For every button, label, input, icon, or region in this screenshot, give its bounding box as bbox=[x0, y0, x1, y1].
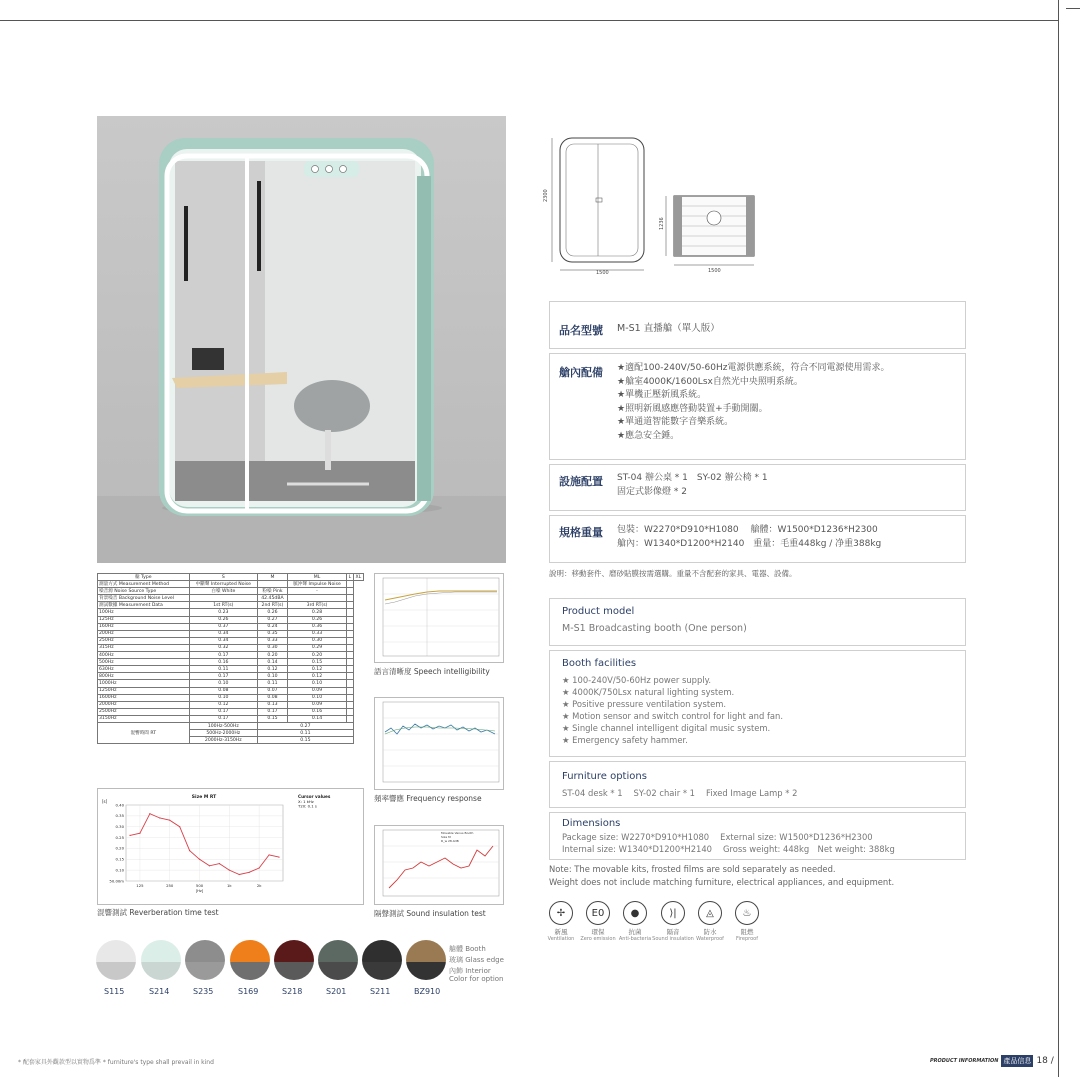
spec-model-label: 品名型號 bbox=[559, 324, 603, 337]
swatch-s169[interactable] bbox=[230, 940, 270, 980]
table-row bbox=[98, 588, 364, 595]
table-cell: 0.10 bbox=[258, 673, 288, 680]
rt-data-point bbox=[259, 867, 260, 868]
rt-ytick: 0.15 bbox=[115, 856, 124, 862]
swatch-s218[interactable] bbox=[274, 940, 314, 980]
swatch-bottom bbox=[141, 962, 181, 980]
table-cell: 白噪 White bbox=[189, 588, 258, 595]
table-cell: 0.27 bbox=[258, 616, 288, 623]
en-furniture-value: ST-04 desk * 1 SY-02 chair * 1 Fixed Image Lamp * 2 bbox=[562, 788, 798, 798]
rt-data-point bbox=[209, 865, 210, 866]
spec-furniture-label: 設施配置 bbox=[559, 475, 603, 488]
table-header-cell: M bbox=[258, 574, 288, 581]
swatch-top bbox=[274, 940, 314, 962]
rt-xtick: 125 bbox=[136, 883, 144, 888]
table-cell: 0.33 bbox=[258, 637, 288, 644]
rt-data-point bbox=[278, 857, 279, 858]
table-cell: 0.34 bbox=[189, 630, 258, 637]
table-cell: 噪音源 Noise Source Type bbox=[98, 588, 190, 595]
rt-data-point bbox=[229, 870, 230, 871]
table-cell: 0.24 bbox=[258, 623, 288, 630]
en-note-line: Note: The movable kits, frosted films are sold separately as needed. bbox=[549, 864, 836, 874]
config-item: ★單通道智能數字音樂系統。 bbox=[617, 417, 734, 428]
table-cell bbox=[347, 659, 354, 666]
dimension-line: Internal size: W1340*D1200*H2140 Gross weight: 448kg Net weight: 388kg bbox=[562, 844, 895, 854]
rt-data-point bbox=[199, 859, 200, 860]
table-cell bbox=[347, 630, 354, 637]
table-cell: 脈沖聲 Impulse Noise bbox=[287, 581, 346, 588]
table-row bbox=[98, 581, 364, 588]
insulation-chart bbox=[374, 825, 504, 905]
config-item: ★應急安全錘。 bbox=[617, 430, 680, 441]
rt-ytick: 50.00m bbox=[109, 878, 124, 884]
table-cell: 0.23 bbox=[189, 609, 258, 616]
rt-ytick: 0.10 bbox=[115, 867, 124, 873]
spec-size-lines bbox=[617, 524, 881, 551]
table-cell: 630Hz bbox=[98, 666, 190, 673]
table-cell: 0.11 bbox=[258, 680, 288, 687]
facility-item: ★ Motion sensor and switch control for light and fan. bbox=[562, 711, 784, 721]
table-row bbox=[98, 616, 364, 623]
feature-en: Zero emission bbox=[580, 936, 616, 942]
swatch-top bbox=[96, 940, 136, 962]
rt-data-point bbox=[179, 826, 180, 827]
table-cell: 0.34 bbox=[189, 637, 258, 644]
table-cell: 0.30 bbox=[258, 644, 288, 651]
spec-config-box bbox=[549, 353, 966, 460]
table-cell: 背景噪音 Background Noise Level bbox=[98, 595, 190, 602]
spec-model-value: M-S1 直播艙（單人版） bbox=[617, 323, 720, 334]
en-facilities-box bbox=[549, 650, 966, 757]
rt-data-point bbox=[219, 863, 220, 864]
spec-size-label: 規格重量 bbox=[559, 526, 603, 539]
feature-en: Waterproof bbox=[696, 936, 724, 942]
table-cell: 2nd RT(s) bbox=[258, 602, 288, 609]
table-row bbox=[98, 673, 364, 680]
table-cell: 0.28 bbox=[287, 609, 346, 616]
table-cell: 0.20 bbox=[287, 652, 346, 659]
en-dimensions-box bbox=[549, 812, 966, 860]
swatch-label: S218 bbox=[282, 987, 303, 996]
table-cell: 0.26 bbox=[189, 616, 258, 623]
sound-icon: ⟩| bbox=[661, 901, 685, 925]
table-cell: 0.14 bbox=[258, 659, 288, 666]
table-cell bbox=[347, 701, 354, 708]
table-cell bbox=[347, 673, 354, 680]
table-cell: 0.20 bbox=[258, 652, 288, 659]
table-cell bbox=[347, 715, 354, 722]
size-line: 艙內：W1340*D1200*H2140 重量：毛重448kg / 净重388kg bbox=[617, 538, 882, 549]
swatch-s201[interactable] bbox=[318, 940, 358, 980]
facility-item: ★ 4000K/750Lsx natural lighting system. bbox=[562, 687, 735, 697]
facility-item: ★ Positive pressure ventilation system. bbox=[562, 699, 727, 709]
facility-item: ★ 100-240V/50-60Hz power supply. bbox=[562, 675, 712, 685]
size-line: 包裝：W2270*D910*H1080 艙體：W1500*D1236*H2300 bbox=[617, 525, 878, 535]
table-cell bbox=[258, 581, 288, 588]
rt-data-point bbox=[139, 833, 140, 834]
table-cell bbox=[347, 694, 354, 701]
table-header-row bbox=[98, 574, 364, 581]
front-height-dim: 2300 bbox=[543, 189, 549, 202]
table-cell: 0.26 bbox=[287, 616, 346, 623]
dimension-drawings bbox=[540, 130, 780, 280]
table-row bbox=[98, 595, 364, 602]
table-cell: 0.12 bbox=[189, 701, 258, 708]
table-cell: 0.35 bbox=[258, 630, 288, 637]
swatch-bottom bbox=[274, 962, 314, 980]
table-cell: 1000Hz bbox=[98, 680, 190, 687]
facility-item: ★ Emergency safety hammer. bbox=[562, 735, 688, 745]
swatch-s214[interactable] bbox=[141, 940, 181, 980]
plan-width-dim: 1500 bbox=[708, 268, 721, 274]
table-cell: 100Hz bbox=[98, 609, 190, 616]
en-facilities-list bbox=[562, 674, 783, 746]
config-item: ★照明新風感應啓動裝置+手動開關。 bbox=[617, 403, 768, 414]
table-row bbox=[98, 602, 364, 609]
table-row bbox=[98, 701, 364, 708]
plan-depth-dim: 1236 bbox=[659, 217, 665, 230]
e0-icon: E0 bbox=[586, 901, 610, 925]
table-cell: 42.45dBA bbox=[258, 595, 288, 602]
en-model-title: Product model bbox=[562, 606, 635, 617]
rt-data-point bbox=[249, 872, 250, 873]
table-cell: 0.10 bbox=[189, 680, 258, 687]
swatch-label: S115 bbox=[104, 987, 125, 996]
spec-furniture-box bbox=[549, 464, 966, 511]
swatch-top bbox=[141, 940, 181, 962]
table-cell: 0.11 bbox=[189, 666, 258, 673]
feature-en: Fireproof bbox=[736, 936, 758, 942]
table-row bbox=[98, 630, 364, 637]
table-cell bbox=[347, 588, 354, 595]
swatch-top bbox=[185, 940, 225, 962]
table-cell: 0.17 bbox=[189, 715, 258, 722]
table-cell bbox=[347, 652, 354, 659]
table-row bbox=[98, 623, 364, 630]
table-cell: 測試數據 Measurement Data bbox=[98, 602, 190, 609]
feature-en: Anti-bacteria bbox=[618, 936, 652, 942]
table-cell: 0.15 bbox=[287, 659, 346, 666]
table-header-cell: S bbox=[189, 574, 258, 581]
booth-illustration bbox=[97, 116, 506, 563]
table-cell: 0.17 bbox=[189, 708, 258, 715]
fan-icon: ✢ bbox=[549, 901, 573, 925]
rt-data-point bbox=[159, 817, 160, 818]
cn-note: 說明：移動套件、磨砂貼膜按需選購。重量不含配套的家具、電器、設備。 bbox=[549, 569, 797, 578]
table-cell bbox=[347, 623, 354, 630]
rt-data-point bbox=[239, 874, 240, 875]
table-row bbox=[98, 666, 364, 673]
corner-tick bbox=[1066, 8, 1080, 9]
swatch-top bbox=[362, 940, 402, 962]
swatch-bz910[interactable] bbox=[406, 940, 446, 980]
rt-data-point bbox=[268, 854, 269, 855]
table-cell bbox=[347, 680, 354, 687]
insulation-legend: R_w 28.4dB bbox=[441, 839, 459, 843]
table-cell: 0.08 bbox=[258, 694, 288, 701]
table-cell: 0.36 bbox=[287, 623, 346, 630]
table-header-cell: ML bbox=[287, 574, 346, 581]
table-cell: 0.08 bbox=[189, 687, 258, 694]
rt-ylabel: [s] bbox=[102, 799, 108, 804]
rt-cursor-line: T20: 0.1 s bbox=[298, 803, 317, 809]
swatch-legend: 玻璃 Glass edge bbox=[449, 956, 504, 964]
spec-config-list bbox=[617, 362, 890, 444]
swatch-legend: 內飾 Interior bbox=[449, 967, 491, 975]
footer-note: * 配套家具外觀款型以實物爲準 * furniture's type shall prevail in kind bbox=[18, 1059, 214, 1066]
table-cell: 中斷聲 Interrupted Noise bbox=[189, 581, 258, 588]
rt-data-point bbox=[189, 850, 190, 851]
en-note-line: Weight does not include matching furniture, electrical appliances, and equipment. bbox=[549, 877, 895, 887]
table-cell: 測量方式 Measurement Method bbox=[98, 581, 190, 588]
table-cell: 0.12 bbox=[287, 666, 346, 673]
en-model-box bbox=[549, 598, 966, 646]
swatch-bottom bbox=[362, 962, 402, 980]
config-item: ★適配100-240V/50-60Hz電源供應系統，符合不同電源使用需求。 bbox=[617, 363, 890, 373]
table-cell: 0.13 bbox=[258, 701, 288, 708]
swatch-top bbox=[318, 940, 358, 962]
speech-chart bbox=[374, 573, 504, 663]
table-cell: 160Hz bbox=[98, 623, 190, 630]
frequency-chart bbox=[374, 697, 504, 790]
frequency-caption: 頻率響應 Frequency response bbox=[374, 794, 482, 803]
facility-item: ★ Single channel intelligent digital music system. bbox=[562, 723, 771, 733]
page-footer bbox=[930, 1055, 1054, 1067]
table-cell: 1600Hz bbox=[98, 694, 190, 701]
en-facilities-title: Booth facilities bbox=[562, 658, 637, 669]
table-header-cell: XL bbox=[353, 574, 363, 581]
swatch-label: S211 bbox=[370, 987, 391, 996]
table-cell: 400Hz bbox=[98, 652, 190, 659]
table-cell: 0.17 bbox=[189, 652, 258, 659]
rt-cursor-title: Cursor values bbox=[298, 794, 331, 799]
top-rule bbox=[0, 20, 1058, 21]
table-row bbox=[98, 694, 364, 701]
table-cell: 0.16 bbox=[287, 708, 346, 715]
product-info-label: PRODUCT INFORMATION bbox=[930, 1058, 999, 1064]
rt-data-point bbox=[149, 813, 150, 814]
table-summary-row bbox=[98, 722, 364, 729]
waterproof-icon: ◬ bbox=[698, 901, 722, 925]
config-item: ★單機正壓新風系統。 bbox=[617, 390, 707, 401]
table-row bbox=[98, 687, 364, 694]
feature-cn: 環保 bbox=[591, 928, 605, 936]
swatch-bottom bbox=[318, 962, 358, 980]
table-cell: 315Hz bbox=[98, 644, 190, 651]
table-cell: 0.27 bbox=[258, 722, 354, 729]
rt-ytick: 0.20 bbox=[115, 845, 124, 851]
table-header-cell: L bbox=[348, 574, 352, 580]
table-cell bbox=[347, 708, 354, 715]
table-cell: 1st RT(s) bbox=[189, 602, 258, 609]
table-header-cell: 艙 Type bbox=[98, 574, 190, 581]
table-cell: 0.37 bbox=[189, 623, 258, 630]
swatch-legend: 艙體 Booth bbox=[449, 945, 486, 953]
table-cell: 0.15 bbox=[258, 737, 354, 744]
table-cell: 0.10 bbox=[189, 694, 258, 701]
rt-ytick: 0.25 bbox=[115, 834, 124, 840]
table-cell: 0.17 bbox=[258, 708, 288, 715]
feature-cn: 阻燃 bbox=[740, 928, 754, 936]
table-cell bbox=[347, 616, 354, 623]
table-cell bbox=[347, 609, 354, 616]
swatch-label: S235 bbox=[193, 987, 214, 996]
swatch-label: BZ910 bbox=[414, 987, 441, 996]
table-cell: 2000Hz bbox=[98, 701, 190, 708]
swatch-bottom bbox=[185, 962, 225, 980]
swatch-top bbox=[230, 940, 270, 962]
table-cell: 0.11 bbox=[258, 730, 354, 737]
spec-model-box bbox=[549, 301, 966, 349]
swatch-s211[interactable] bbox=[362, 940, 402, 980]
table-cell: 100Hz-500Hz bbox=[189, 722, 258, 729]
fireproof-icon: ♨ bbox=[735, 901, 759, 925]
en-furniture-title: Furniture options bbox=[562, 771, 647, 782]
right-rule bbox=[1058, 0, 1059, 1077]
table-cell bbox=[347, 581, 354, 588]
feature-cn: 抗菌 bbox=[628, 928, 642, 936]
en-furniture-box bbox=[549, 761, 966, 808]
insulation-legend: Movable Venus Booth bbox=[441, 831, 474, 835]
table-cell: 3150Hz bbox=[98, 715, 190, 722]
rt-ytick: 0.30 bbox=[115, 824, 124, 830]
rt-data-point bbox=[129, 835, 130, 836]
furniture-line: 固定式影像燈 * 2 bbox=[617, 486, 687, 497]
table-cell: 0.07 bbox=[258, 687, 288, 694]
swatch-legend: Color for option bbox=[449, 975, 504, 983]
rt-plot-area bbox=[126, 805, 283, 881]
swatch-bottom bbox=[406, 962, 446, 980]
table-row bbox=[98, 708, 364, 715]
table-cell bbox=[347, 637, 354, 644]
table-cell bbox=[347, 602, 354, 609]
swatch-top bbox=[406, 940, 446, 962]
table-cell bbox=[347, 666, 354, 673]
table-cell: 500Hz bbox=[98, 659, 190, 666]
table-cell: 3rd RT(s) bbox=[287, 602, 346, 609]
rt-chart-title: Size M RT bbox=[191, 795, 217, 800]
table-cell: 0.15 bbox=[258, 715, 288, 722]
table-cell: 0.10 bbox=[287, 680, 346, 687]
product-info-tag: 產品信息 bbox=[1003, 1057, 1032, 1065]
table-cell: 1250Hz bbox=[98, 687, 190, 694]
table-summary-label: 混響時間 RT bbox=[98, 722, 190, 743]
feature-cn: 隔音 bbox=[666, 928, 680, 936]
table-cell: 2500Hz bbox=[98, 708, 190, 715]
rt-xunit: [Hz] bbox=[195, 889, 204, 893]
table-cell: 0.09 bbox=[287, 701, 346, 708]
table-cell: 0.10 bbox=[287, 694, 346, 701]
en-dimensions-lines bbox=[562, 831, 895, 855]
rt-data-point bbox=[169, 820, 170, 821]
table-cell: 500Hz-2000Hz bbox=[189, 730, 258, 737]
rt-cursor-line: X: 1 kHz bbox=[298, 799, 314, 804]
table-row bbox=[98, 644, 364, 651]
table-cell: 250Hz bbox=[98, 637, 190, 644]
table-row bbox=[98, 609, 364, 616]
table-cell: 0.14 bbox=[287, 715, 346, 722]
rt-xtick: 500 bbox=[195, 883, 204, 888]
table-cell: 200Hz bbox=[98, 630, 190, 637]
table-cell: 2000Hz-3150Hz bbox=[189, 737, 258, 744]
swatch-label: S201 bbox=[326, 987, 347, 996]
swatch-bottom bbox=[230, 962, 270, 980]
feature-fireproof bbox=[724, 901, 770, 942]
spec-size-box bbox=[549, 515, 966, 563]
furniture-line: ST-04 辦公桌 * 1 SY-02 辦公椅 * 1 bbox=[617, 473, 768, 483]
table-cell: 粉噪 Pink bbox=[258, 588, 288, 595]
front-width-dim: 1500 bbox=[596, 270, 609, 276]
rt-xtick: 250 bbox=[166, 883, 174, 888]
table-cell: 0.12 bbox=[258, 666, 288, 673]
table-cell bbox=[287, 595, 346, 602]
rt-ytick: 0.40 bbox=[115, 802, 124, 808]
feature-cn: 新風 bbox=[554, 928, 568, 936]
table-cell bbox=[347, 595, 354, 602]
table-row bbox=[98, 652, 364, 659]
spec-furniture-lines bbox=[617, 472, 768, 499]
table-row bbox=[98, 715, 364, 722]
insulation-caption: 隔聲測試 Sound insulation test bbox=[374, 909, 486, 918]
en-model-value: M-S1 Broadcasting booth (One person) bbox=[562, 623, 747, 634]
swatch-label: S214 bbox=[149, 987, 170, 996]
table-cell: 0.32 bbox=[189, 644, 258, 651]
rt-ytick: 0.35 bbox=[115, 813, 124, 819]
en-dimensions-title: Dimensions bbox=[562, 818, 621, 829]
feature-en: Sound insulation bbox=[652, 936, 694, 942]
rt-xtick: 2k bbox=[256, 883, 262, 888]
swatch-s235[interactable] bbox=[185, 940, 225, 980]
table-cell: - bbox=[287, 588, 346, 595]
feature-en: Ventilation bbox=[547, 936, 575, 942]
table-cell: 0.17 bbox=[189, 673, 258, 680]
table-row bbox=[98, 680, 364, 687]
speech-caption: 語言清晰度 Speech intelligibility bbox=[374, 667, 490, 676]
config-item: ★艙室4000K/1600Lsx自然光中央照明系統。 bbox=[617, 376, 803, 387]
rt-measurement-table bbox=[97, 573, 364, 744]
dimension-line: Package size: W2270*D910*H1080 External size: W1500*D1236*H2300 bbox=[562, 832, 873, 842]
table-cell: 0.33 bbox=[287, 630, 346, 637]
table-cell: 0.12 bbox=[287, 673, 346, 680]
table-cell: 0.16 bbox=[189, 659, 258, 666]
rt-chart bbox=[97, 788, 364, 905]
rt-xtick: 1k bbox=[227, 883, 232, 888]
feature-cn: 防水 bbox=[703, 928, 717, 936]
product-photo bbox=[97, 116, 506, 563]
rt-caption: 混響測試 Reverberation time test bbox=[97, 908, 219, 917]
swatch-bottom bbox=[96, 962, 136, 980]
swatch-s115[interactable] bbox=[96, 940, 136, 980]
table-row bbox=[98, 637, 364, 644]
table-cell bbox=[189, 595, 258, 602]
table-cell bbox=[347, 644, 354, 651]
table-cell: 800Hz bbox=[98, 673, 190, 680]
table-cell: 0.09 bbox=[287, 687, 346, 694]
table-cell: 125Hz bbox=[98, 616, 190, 623]
table-row bbox=[98, 659, 364, 666]
table-cell bbox=[347, 687, 354, 694]
rt-chart-svg bbox=[98, 789, 363, 904]
page-number: 18 / bbox=[1036, 1056, 1054, 1066]
table-cell: 0.29 bbox=[287, 644, 346, 651]
table-cell: 0.26 bbox=[258, 609, 288, 616]
table-cell: 0.30 bbox=[287, 637, 346, 644]
antibacteria-icon: ● bbox=[623, 901, 647, 925]
swatch-label: S169 bbox=[238, 987, 259, 996]
insulation-legend: Size M bbox=[441, 835, 451, 839]
spec-config-label: 艙內配備 bbox=[559, 366, 603, 379]
